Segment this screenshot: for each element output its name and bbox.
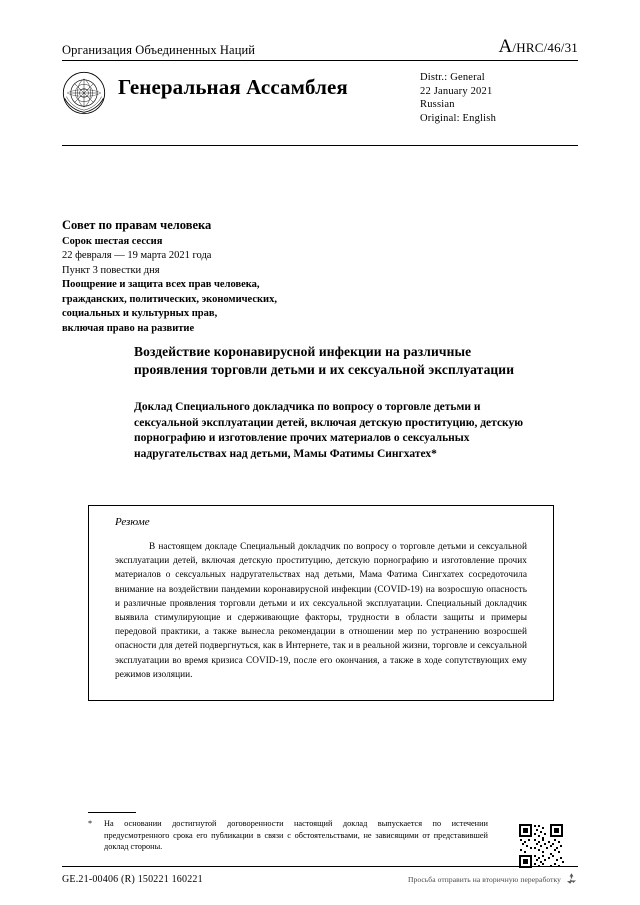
footnote-divider — [88, 812, 136, 813]
qr-code-icon — [518, 823, 564, 869]
recycle-text: Просьба отправить на вторичную переработку — [407, 875, 561, 884]
document-footer — [62, 866, 578, 887]
recycle-block — [408, 872, 578, 887]
council-agenda-item: Пункт 3 повестки дня — [62, 264, 160, 276]
council-dates: 22 февраля — 19 марта 2021 года — [62, 250, 212, 261]
footnote-block — [88, 812, 488, 853]
document-header — [62, 36, 578, 146]
council-session: Сорок шестая сессия — [62, 235, 163, 247]
organization-line — [62, 36, 578, 61]
summary-label: Резюме — [115, 516, 150, 528]
distr-line-2: Russian — [420, 99, 455, 110]
footnote-text: На основании достигнутой договоренности настоящий доклад выпускается по истечении предусмотренного срока его публикации в связи с обстоятельствами, не зависящими от представившей доклад стороны. — [104, 819, 488, 851]
council-agenda-line-3: включая право на развитие — [62, 322, 195, 334]
distribution-block — [420, 71, 496, 125]
document-symbol — [499, 36, 579, 58]
document-symbol-prefix: A — [498, 36, 513, 57]
title-block — [134, 343, 524, 462]
distr-line-1: 22 January 2021 — [420, 85, 493, 97]
header-divider — [62, 145, 578, 146]
document-subtitle: Доклад Специального докладчика по вопросу о торговле детьми и сексуальной эксплуатации детей, включая детскую проституцию, детскую порнографию и изготовление прочих материалов о сексуальных надругательствах над детьми, Мамы Фатимы Сингхатех* — [134, 401, 524, 460]
un-emblem-icon — [62, 71, 106, 115]
job-number: GE.21-00406 (R) 150221 160221 — [62, 874, 203, 885]
organization-name: Организация Объединенных Наций — [62, 43, 256, 57]
distr-line-0: Distr.: General — [420, 72, 485, 83]
document-symbol-suffix: /HRC/46/31 — [512, 40, 578, 55]
council-agenda-line-1: гражданских, политических, экономических, — [62, 293, 277, 305]
council-agenda-line-2: социальных и культурных прав, — [62, 308, 218, 319]
summary-box — [88, 505, 554, 701]
council-block — [62, 218, 578, 336]
distr-line-3: Original: English — [420, 112, 497, 124]
council-name: Совет по правам человека — [62, 218, 212, 232]
council-agenda-line-0: Поощрение и защита всех прав человека, — [62, 279, 260, 290]
summary-text: В настоящем докладе Специальный докладчик по вопросу о торговле детьми и сексуальной эксплуатации детей, включая детскую проституцию, детскую порнографию и изготовление прочих материалов о сексуальных надругательствах над детьми, Мама Фатима Сингхатех сосредоточила внимание на воздействии пандемии коронавирусной инфекции (COVID-19) на возросшую опасность и различные проявления торговли детьми и их сексуальной эксплуатации. Специальный докладчик выявила стимулирующие и сдерживающие факторы, трудности в области защиты и примеры передовой практики, а также вынесла рекомендации в отношении мер по устранению возросшей опасности для детей подвергнуться, как в Интернете, так и в реальной жизни, торговле и сексуальной эксплуатации во время кризиса COVID-19, после его окончания, а также в ходе сопутствующих ему режимов изоляции. — [115, 542, 527, 680]
footnote-text-wrap — [88, 818, 488, 853]
header-body — [62, 61, 578, 141]
body-title: Генеральная Ассамблея — [118, 75, 348, 99]
document-title: Воздействие коронавирусной инфекции на различные проявления торговли детьми и их сексуальной эксплуатации — [134, 344, 515, 377]
footnote-marker: * — [88, 819, 93, 828]
recycle-icon — [565, 872, 578, 887]
